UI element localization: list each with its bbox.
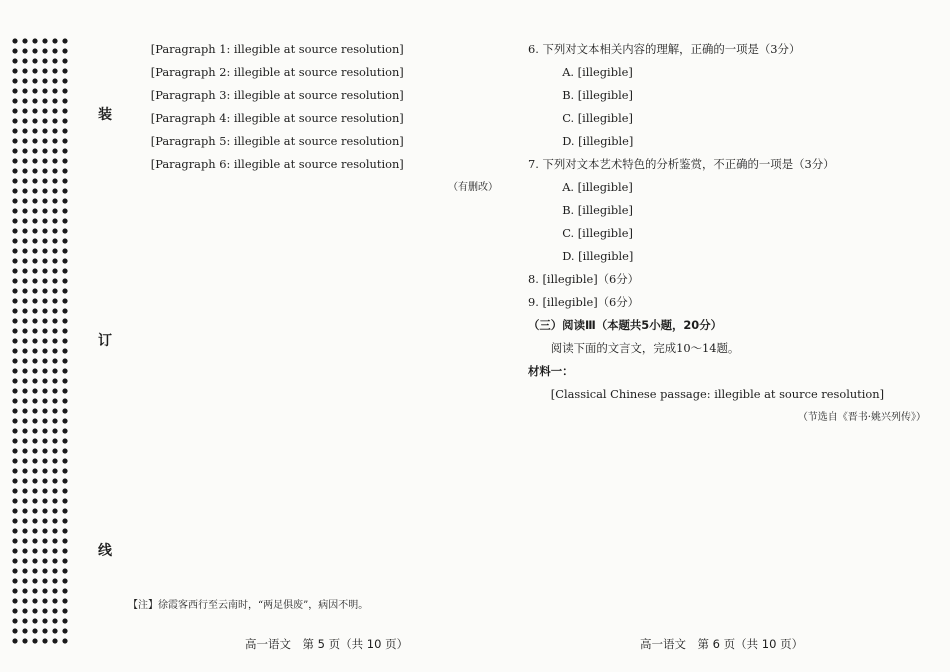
material-1-label: 材料一： — [528, 364, 574, 378]
left-paragraph-2: [Paragraph 2: illegible at source resolution] — [150, 65, 404, 79]
section-3-instruction: 阅读下面的文言文，完成10～14题。 — [550, 341, 740, 355]
question-8: 8. [illegible]（6分） — [528, 272, 640, 286]
question-7-option-a: A. [illegible] — [562, 180, 633, 194]
question-6-stem: 6. 下列对文本相关内容的理解，正确的一项是（3分） — [528, 42, 801, 56]
left-paragraph-3: [Paragraph 3: illegible at source resolution] — [150, 88, 404, 102]
left-paragraph-6: [Paragraph 6: illegible at source resolution] — [150, 157, 404, 171]
page-footer-left: 高一语文 第 5 页（共 10 页） — [245, 637, 409, 651]
binding-label-ding: 订 — [98, 333, 112, 349]
edit-note: （有删改） — [448, 182, 498, 193]
left-paragraph-4: [Paragraph 4: illegible at source resolution] — [150, 111, 404, 125]
left-page-text — [128, 38, 498, 199]
page-footer-right: 高一语文 第 6 页（共 10 页） — [640, 637, 804, 651]
question-7-stem: 7. 下列对文本艺术特色的分析鉴赏，不正确的一项是（3分） — [528, 157, 835, 171]
right-page-text — [528, 38, 926, 429]
question-6-option-c: C. [illegible] — [562, 111, 633, 125]
question-6-option-d: D. [illegible] — [562, 134, 634, 148]
question-6-option-a: A. [illegible] — [562, 65, 633, 79]
binding-label-xian: 线 — [98, 543, 112, 559]
question-7-option-c: C. [illegible] — [562, 226, 633, 240]
question-7-option-d: D. [illegible] — [562, 249, 634, 263]
classical-passage: [Classical Chinese passage: illegible at source resolution] — [550, 387, 885, 401]
left-paragraph-1: [Paragraph 1: illegible at source resolution] — [150, 42, 404, 56]
left-paragraph-5: [Paragraph 5: illegible at source resolution] — [150, 134, 404, 148]
section-3-heading: （三）阅读Ⅲ（本题共5小题，20分） — [528, 318, 723, 332]
footnote: 【注】徐霞客西行至云南时，“两足俱废”，病因不明。 — [128, 600, 369, 611]
question-7-option-b: B. [illegible] — [562, 203, 633, 217]
binding-strip — [10, 36, 70, 648]
binding-label-zhuang: 装 — [98, 107, 112, 123]
question-9: 9. [illegible]（6分） — [528, 295, 640, 309]
passage-source: （节选自《晋书·姚兴列传》） — [797, 412, 926, 423]
question-6-option-b: B. [illegible] — [562, 88, 633, 102]
